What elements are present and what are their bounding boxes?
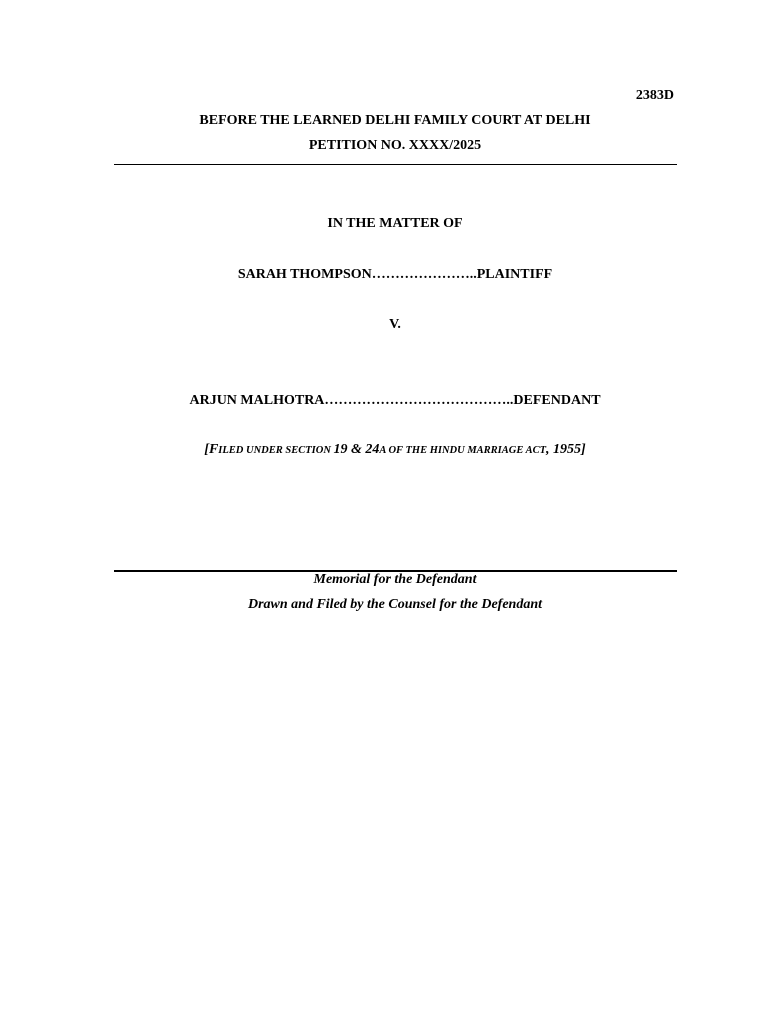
memorial-title: Memorial for the Defendant [313, 572, 477, 587]
petition-number: PETITION NO. XXXX/2025 [308, 138, 482, 153]
filed-num-1: 19 & 24 [333, 442, 380, 457]
document-code: 2383D [635, 88, 674, 103]
top-divider [114, 164, 677, 165]
plaintiff-line: SARAH THOMPSON…………………..PLAINTIFF [237, 267, 553, 282]
filed-close: , 1955] [546, 442, 586, 457]
drawn-filed-line: Drawn and Filed by the Counsel for the Defendant [247, 597, 543, 612]
defendant-line: ARJUN MALHOTRA…………………………………..DEFENDANT [189, 393, 601, 408]
filed-text-1: ILED UNDER SECTION [218, 445, 334, 456]
matter-heading: IN THE MATTER OF [327, 216, 463, 231]
filed-text-2: A OF THE HINDU MARRIAGE ACT [379, 445, 547, 456]
filed-open: [F [204, 442, 219, 457]
court-heading: BEFORE THE LEARNED DELHI FAMILY COURT AT DELHI [199, 113, 591, 128]
filed-under-note [0, 442, 768, 458]
versus-label: V. [389, 317, 401, 332]
